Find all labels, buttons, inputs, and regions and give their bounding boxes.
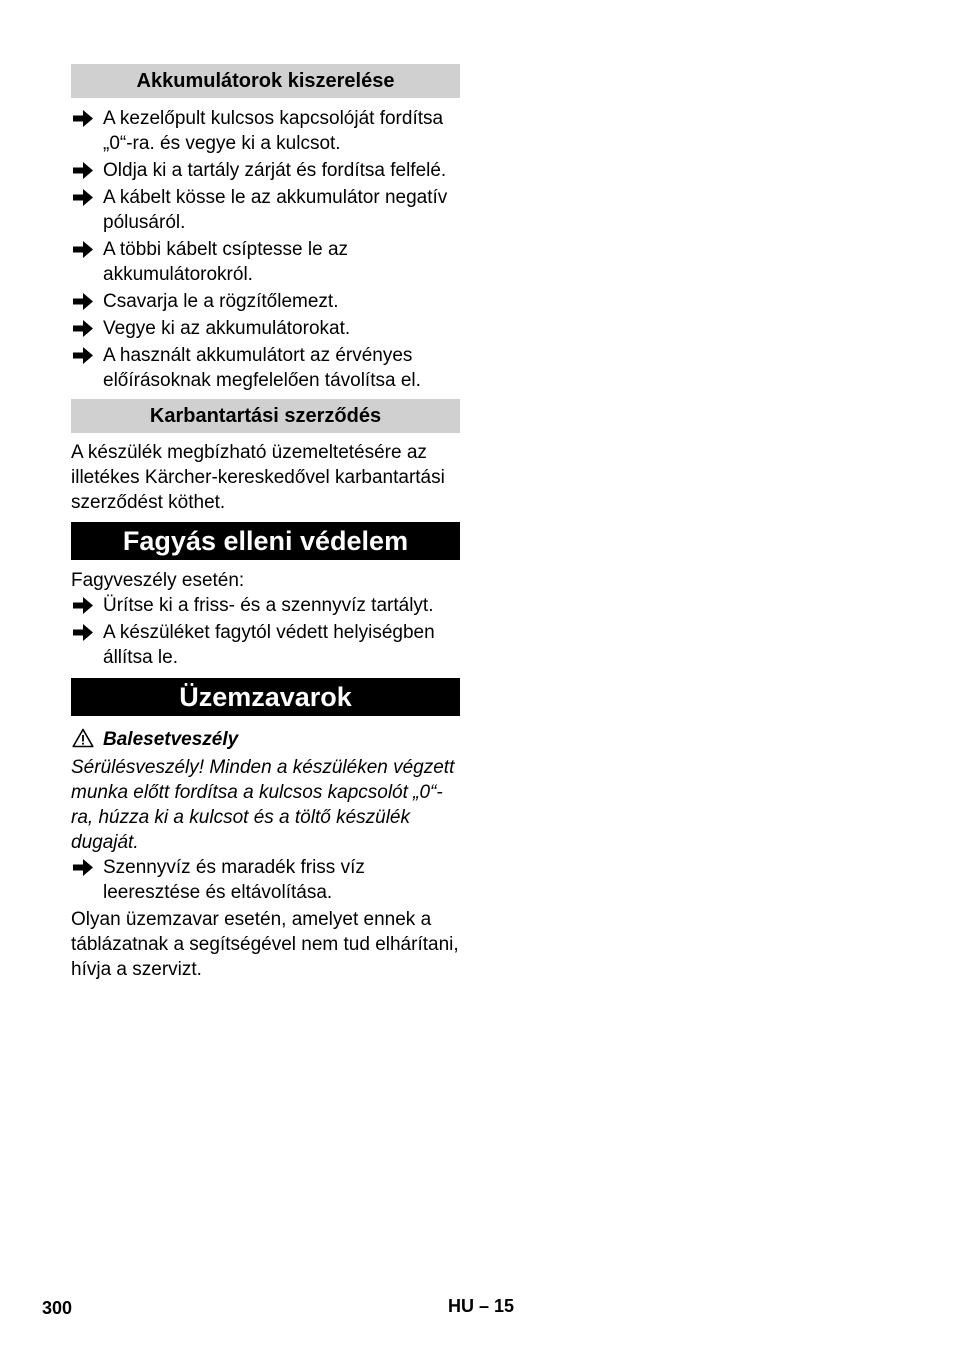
warning-title: Balesetveszély: [103, 729, 239, 750]
section-heading-battery-removal: Akkumulátorok kiszerelése: [71, 64, 460, 98]
arrow-right-icon: [73, 320, 93, 337]
section-heading-maintenance-contract: Karbantartási szerződés: [71, 399, 460, 433]
step-text: A készüléket fagytól védett helyiségben állítsa le.: [103, 622, 435, 668]
list-item: [71, 593, 460, 618]
list-item: [71, 855, 460, 905]
list-item: [71, 343, 460, 393]
step-text: A használt akkumulátort az érvényes előírásoknak megfelelően távolítsa el.: [103, 345, 421, 391]
step-text: A kábelt kösse le az akkumulátor negatív pólusáról.: [103, 187, 448, 233]
arrow-right-icon: [73, 189, 93, 206]
list-item: [71, 185, 460, 235]
warning-heading: [71, 727, 460, 752]
arrow-right-icon: [73, 293, 93, 310]
frost-intro-text: Fagyveszély esetén:: [71, 570, 245, 591]
warning-text: Sérülésveszély! Minden a készüléken végzett munka előtt fordítsa a kulcsos kapcsolót „0“-ra, húzza ki a kulcsot és a töltő készülék dugaját.: [71, 757, 455, 853]
list-item: [71, 158, 460, 183]
content-column: [71, 64, 460, 982]
list-item: [71, 620, 460, 670]
malfunction-steps: [71, 855, 460, 905]
step-text: Ürítse ki a friss- és a szennyvíz tartályt.: [103, 595, 434, 616]
arrow-right-icon: [73, 241, 93, 258]
section-heading-malfunctions: Üzemzavarok: [71, 678, 460, 716]
frost-protection-steps: [71, 593, 460, 670]
section-heading-frost-protection: Fagyás elleni védelem: [71, 522, 460, 560]
arrow-right-icon: [73, 110, 93, 127]
arrow-right-icon: [73, 624, 93, 641]
page-number: 300: [42, 1298, 73, 1318]
step-text: A kezelőpult kulcsos kapcsolóját fordítsa „0“-ra. és vegye ki a kulcsot.: [103, 108, 444, 154]
arrow-right-icon: [73, 347, 93, 364]
maintenance-contract-text: A készülék megbízható üzemeltetésére az illetékes Kärcher-kereskedővel karbantartási szerződést köthet.: [71, 442, 445, 513]
malfunction-text: Olyan üzemzavar esetén, amelyet ennek a táblázatnak a segítségével nem tud elhárítani, hívja a szervizt.: [71, 909, 459, 980]
arrow-right-icon: [73, 597, 93, 614]
step-text: Vegye ki az akkumulátorokat.: [103, 318, 351, 339]
step-text: Oldja ki a tartály zárját és fordítsa felfelé.: [103, 160, 447, 181]
warning-triangle-icon: [72, 728, 94, 748]
arrow-right-icon: [73, 859, 93, 876]
arrow-right-icon: [73, 162, 93, 179]
list-item: [71, 316, 460, 341]
list-item: [71, 237, 460, 287]
step-text: Csavarja le a rögzítőlemezt.: [103, 291, 339, 312]
list-item: [71, 289, 460, 314]
battery-removal-steps: [71, 106, 460, 393]
language-page-label: HU – 15: [448, 1296, 515, 1316]
step-text: Szennyvíz és maradék friss víz leeresztése és eltávolítása.: [103, 857, 365, 903]
list-item: [71, 106, 460, 156]
step-text: A többi kábelt csíptesse le az akkumulátorokról.: [103, 239, 349, 285]
